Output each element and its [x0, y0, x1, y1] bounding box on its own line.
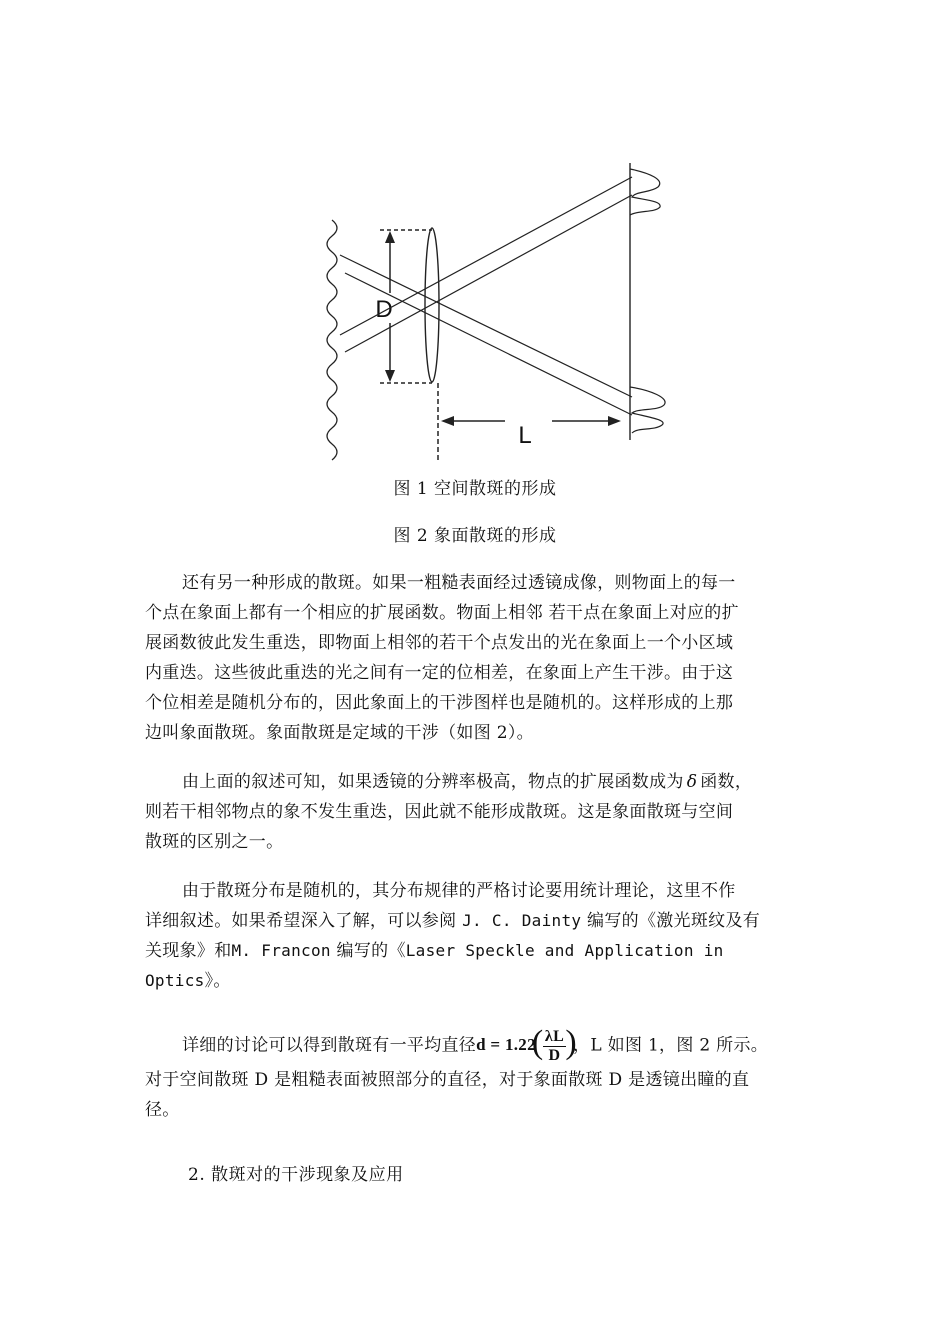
- d-arrow-head-bottom: [385, 370, 395, 382]
- paragraph-line: 详细叙述。如果希望深入了解，可以参阅 J. C. Dainty 编写的《激光斑纹及有: [145, 911, 761, 931]
- intensity-lobe-bottom: [630, 387, 665, 433]
- paragraph-line: 由于散斑分布是随机的，其分布规律的严格讨论要用统计理论，这里不作: [182, 881, 736, 901]
- paragraph-speckle-diameter: [145, 1024, 825, 1125]
- figure-2-caption: 图 2 象面散斑的形成: [393, 526, 557, 546]
- paragraph-line: 径。: [145, 1099, 180, 1120]
- paragraph-image-plane-speckle: [145, 568, 825, 748]
- ray-upper-2: [345, 195, 632, 352]
- ray-upper-1: [340, 177, 632, 335]
- paragraph-line: 边叫象面散斑。象面散斑是定域的干涉（如图 2）。: [145, 723, 534, 743]
- rough-surface-line: [327, 220, 337, 460]
- l-arrow-head-right: [608, 416, 621, 426]
- paragraph-line: 则若干相邻物点的象不发生重迭，因此就不能形成散斑。这是象面散斑与空间: [145, 802, 734, 822]
- paragraph-references: [145, 876, 825, 996]
- paragraph-line: 个位相差是随机分布的，因此象面上的干涉图样也是随机的。这样形成的上那: [145, 693, 734, 713]
- l-arrow-head-left: [441, 416, 454, 426]
- section-heading: 2. 散斑对的干涉现象及应用: [188, 1165, 404, 1185]
- label-d: D: [375, 296, 393, 323]
- d-arrow-head-top: [385, 231, 395, 243]
- delta-symbol: δ: [686, 772, 698, 792]
- paragraph-line: 详细的讨论可以得到散斑有一平均直径d = 1.22 ( $\frac{\lambda L}{D}$ ) ，L 如图 1，图 2 所示。: [182, 1024, 769, 1064]
- ray-lower-2: [345, 273, 632, 415]
- label-l: L: [518, 422, 532, 449]
- paragraph-line: 还有另一种形成的散斑。如果一粗糙表面经过透镜成像，则物面上的每一: [182, 573, 736, 593]
- paragraph-line: 由上面的叙述可知，如果透镜的分辨率极高，物点的扩展函数成为 δ 函数，: [182, 772, 753, 792]
- intensity-lobe-top: [630, 169, 660, 215]
- paragraph-line: 展函数彼此发生重迭，即物面上相邻的若干个点发出的光在象面上一个小区域: [145, 633, 734, 653]
- paragraph-line: 散斑的区别之一。: [145, 832, 284, 852]
- paragraph-line: Optics》。: [145, 971, 231, 991]
- figure-1-caption: 图 1 空间散斑的形成: [393, 479, 557, 499]
- paragraph-line: 内重迭。这些彼此重迭的光之间有一定的位相差，在象面上产生干涉。由于这: [145, 663, 734, 683]
- paragraph-line: 个点在象面上都有一个相应的扩展函数。物面上相邻 若干点在象面上对应的扩: [145, 603, 739, 623]
- paragraph-line: 关现象》和M. Francon 编写的《Laser Speckle and Application in: [145, 941, 724, 961]
- speckle-formation-diagram: [320, 155, 680, 465]
- paragraph-line: 对于空间散斑 D 是粗糙表面被照部分的直径，对于象面散斑 D 是透镜出瞳的直: [145, 1069, 750, 1090]
- speckle-diameter-formula: d = 1.22 ( $\frac{\lambda L}{D}$ ): [476, 1024, 578, 1064]
- paragraph-resolution: [145, 767, 825, 857]
- ray-lower-1: [340, 255, 632, 397]
